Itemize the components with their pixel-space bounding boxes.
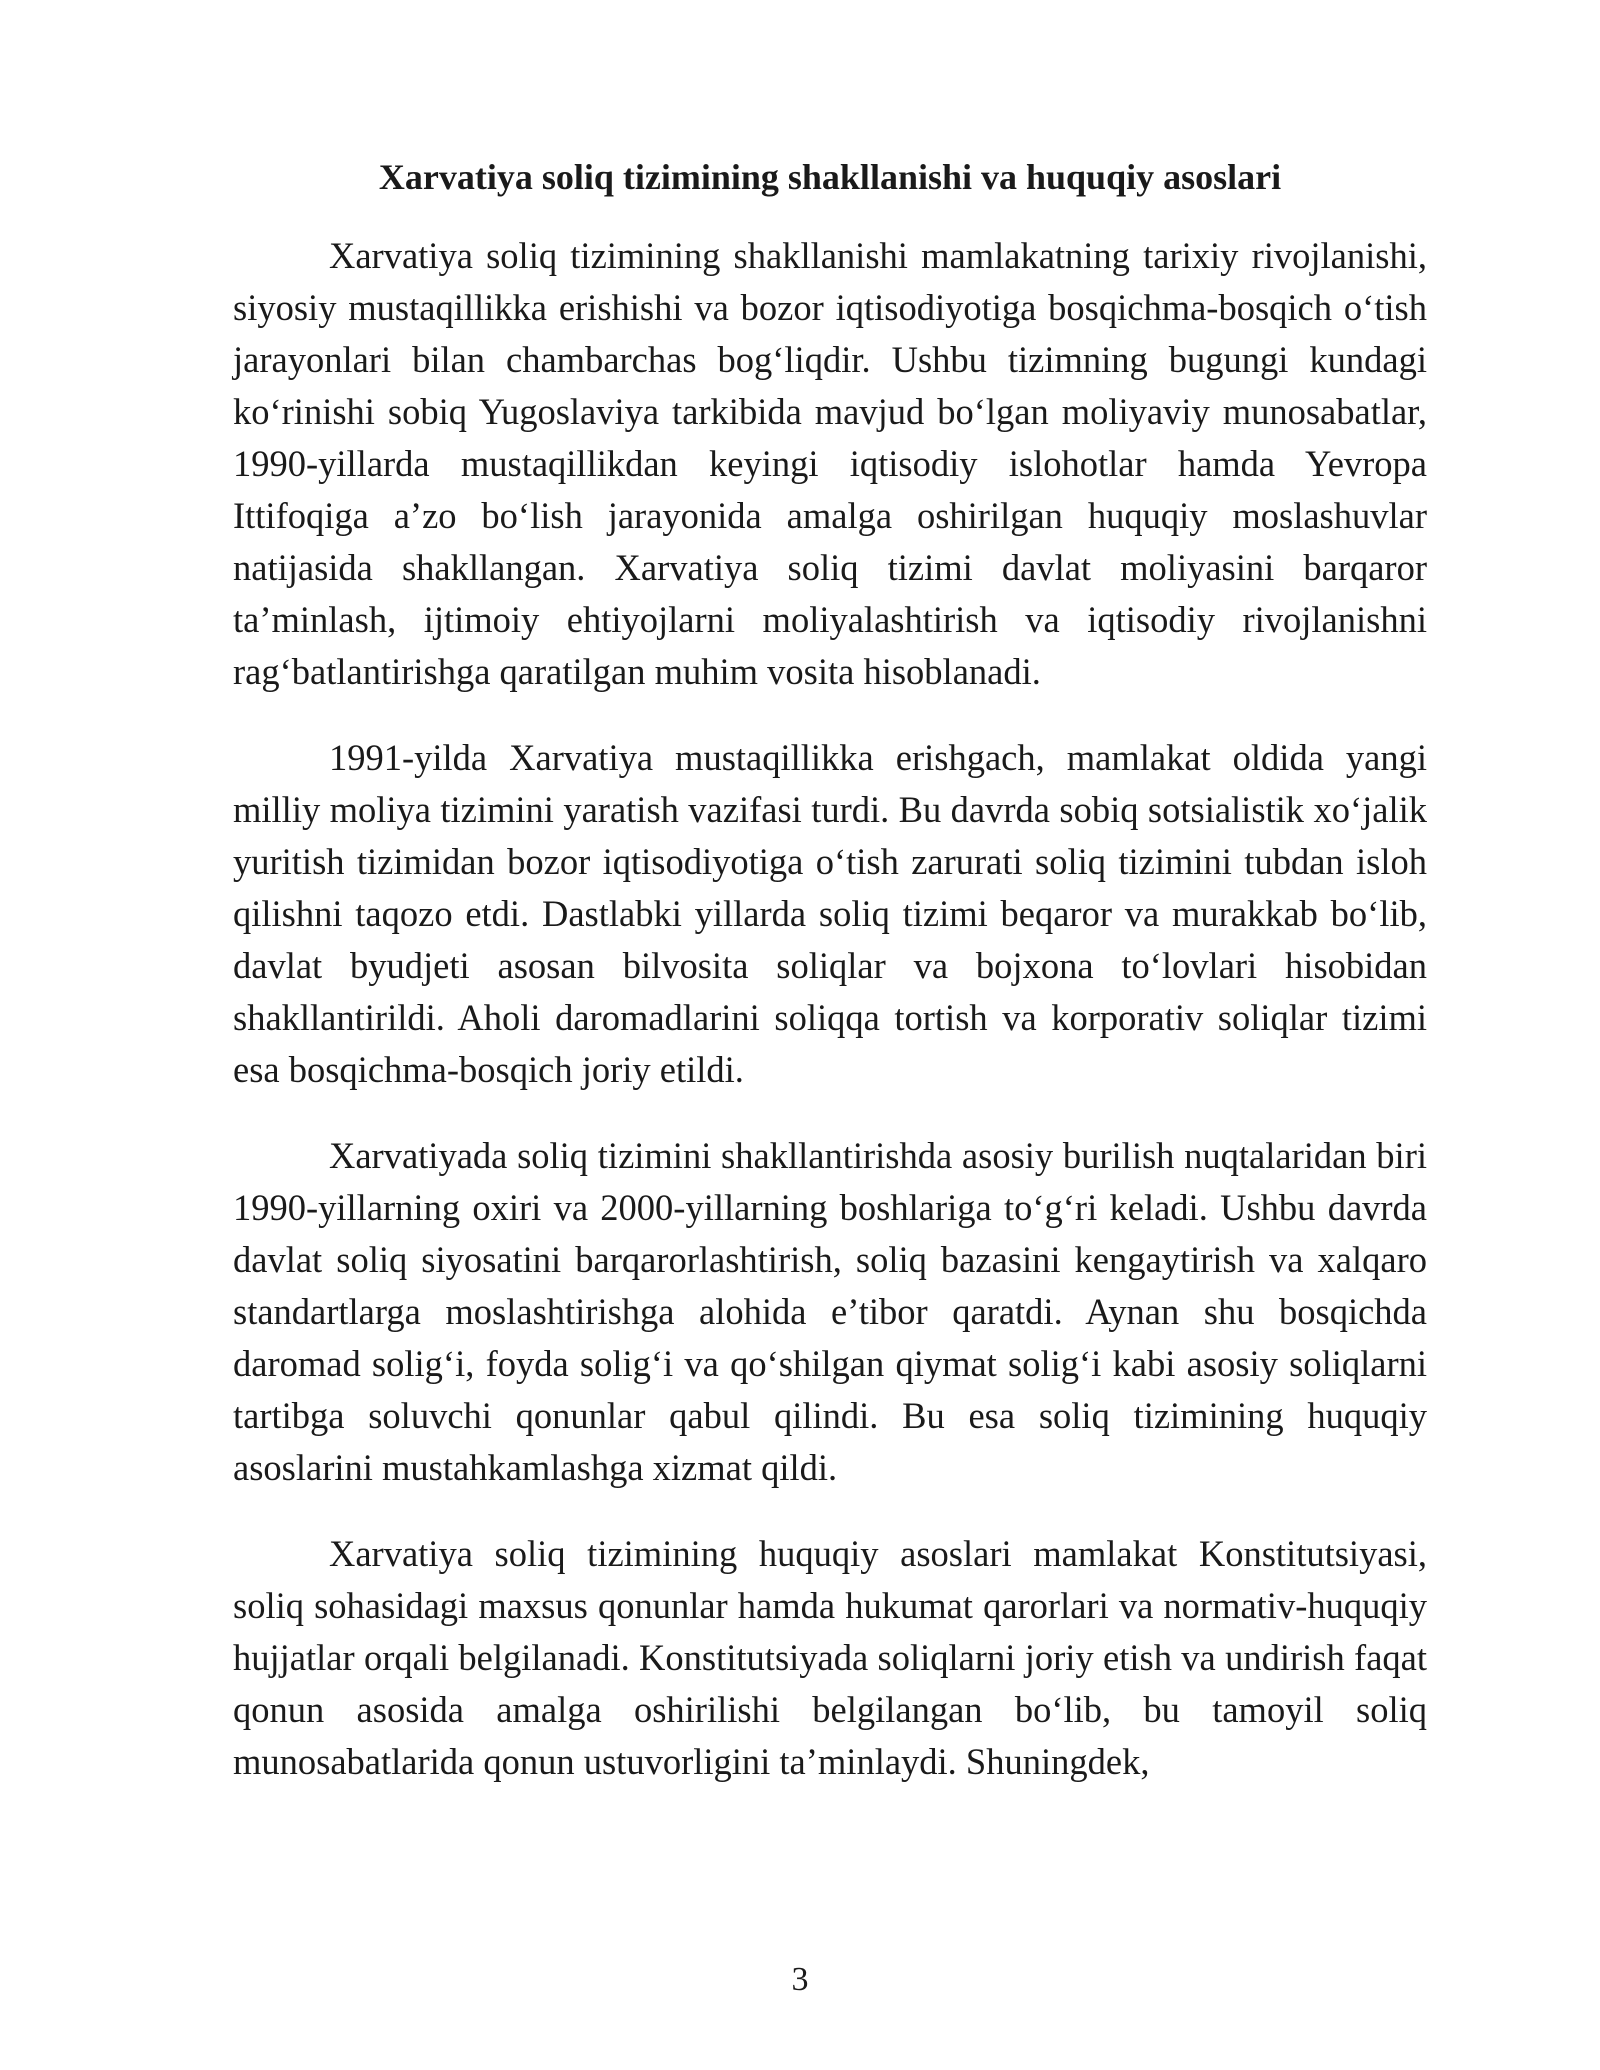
page-number: 3	[791, 1961, 809, 1998]
paragraph-2: 1991-yilda Xarvatiya mustaqillikka erishgach, mamlakat oldida yangi milliy moliya tizimini yaratish vazifasi turdi. Bu davrda sobiq sotsialistik xo‘jalik yuritish tizimidan bozor iqtisodiyotiga o‘tish zarurati soliq tizimini tubdan isloh qilishni taqozo etdi. Dastlabki yillarda soliq tizimi beqaror va murakkab bo‘lib, davlat byudjeti asosan bilvosita soliqlar va bojxona to‘lovlari hisobidan shakllantirildi. Aholi daromadlarini soliqqa tortish va korporativ soliqlar tizimi esa bosqichma-bosqich joriy etildi.	[233, 737, 1427, 1090]
paragraph-4: Xarvatiya soliq tizimining huquqiy asoslari mamlakat Konstitutsiyasi, soliq sohasidagi maxsus qonunlar hamda hukumat qarorlari va normativ-huquqiy hujjatlar orqali belgilanadi. Konstitutsiyada soliqlarni joriy etish va undirish faqat qonun asosida amalga oshirilishi belgilangan bo‘lib, bu tamoyil soliq munosabatlarida qonun ustuvorligini ta’minlaydi. Shuningdek,	[233, 1533, 1427, 1782]
paragraph-1: Xarvatiya soliq tizimining shakllanishi mamlakatning tarixiy rivojlanishi, siyosiy mustaqillikka erishishi va bozor iqtisodiyotiga bosqichma-bosqich o‘tish jarayonlari bilan chambarchas bog‘liqdir. Ushbu tizimning bugungi kundagi ko‘rinishi sobiq Yugoslaviya tarkibida mavjud bo‘lgan moliyaviy munosabatlar, 1990-yillarda mustaqillikdan keyingi iqtisodiy islohotlar hamda Yevropa Ittifoqiga a’zo bo‘lish jarayonida amalga oshirilgan huquqiy moslashuvlar natijasida shakllangan. Xarvatiya soliq tizimi davlat moliyasini barqaror ta’minlash, ijtimoiy ehtiyojlarni moliyalashtirish va iqtisodiy rivojlanishni rag‘batlantirishga qaratilgan muhim vosita hisoblanadi.	[233, 235, 1427, 692]
paragraph-3: Xarvatiyada soliq tizimini shakllantirishda asosiy burilish nuqtalaridan biri 1990-yillarning oxiri va 2000-yillarning boshlariga to‘g‘ri keladi. Ushbu davrda davlat soliq siyosatini barqarorlashtirish, soliq bazasini kengaytirish va xalqaro standartlarga moslashtirishga alohida e’tibor qaratdi. Aynan shu bosqichda daromad solig‘i, foyda solig‘i va qo‘shilgan qiymat solig‘i kabi asosiy soliqlarni tartibga soluvchi qonunlar qabul qilindi. Bu esa soliq tizimining huquqiy asoslarini mustahkamlashga xizmat qildi.	[233, 1135, 1427, 1488]
document-page	[233, 150, 1427, 1822]
document-title: Xarvatiya soliq tizimining shakllanishi va huquqiy asoslari	[378, 157, 1282, 197]
